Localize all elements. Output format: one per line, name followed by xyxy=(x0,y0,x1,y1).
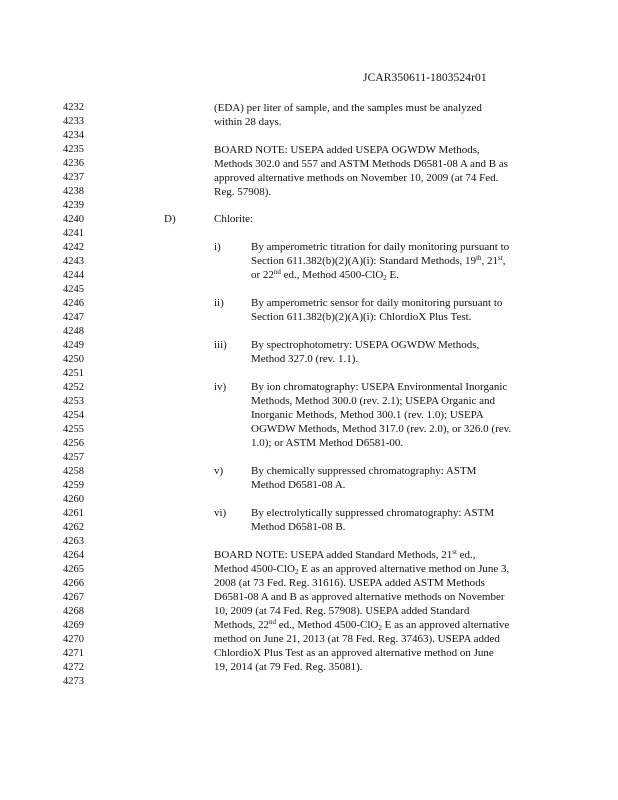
item-iv-line: Methods, Method 300.0 (rev. 2.1); USEPA Organic and xyxy=(251,395,496,407)
item-iii-line: Method 327.0 (rev. 1.1). xyxy=(251,353,359,365)
item-iii-line: By spectrophotometry: USEPA OGWDW Methods, xyxy=(251,339,480,351)
line-number: 4258 xyxy=(63,466,84,477)
intro-line: within 28 days. xyxy=(214,116,282,128)
line-number: 4264 xyxy=(63,550,84,561)
item-i-line: or 22nd ed., Method 4500-ClO$_2$ E. xyxy=(251,268,400,282)
line-number: 4267 xyxy=(63,592,84,603)
line-number: 4270 xyxy=(63,634,84,645)
item-vi-line: By electrolytically suppressed chromatography: ASTM xyxy=(251,507,495,519)
line-number: 4243 xyxy=(63,256,84,267)
item-i-label: i) xyxy=(214,241,221,253)
line-number: 4259 xyxy=(63,480,84,491)
intro-line: (EDA) per liter of sample, and the samples must be analyzed xyxy=(214,102,482,114)
item-iv-line: By ion chromatography: USEPA Environmental Inorganic xyxy=(251,381,508,393)
line-number: 4240 xyxy=(63,214,84,225)
item-ii-line: By amperometric sensor for daily monitoring pursuant to xyxy=(251,297,503,309)
line-number: 4246 xyxy=(63,298,84,309)
line-number: 4265 xyxy=(63,564,84,575)
line-number: 4256 xyxy=(63,438,84,449)
line-number: 4242 xyxy=(63,242,84,253)
item-iv-label: iv) xyxy=(214,381,227,393)
board-note-1-line: Methods 302.0 and 557 and ASTM Methods D6581-08 A and B as xyxy=(214,158,508,170)
document-id-header: JCAR350611-1803524r01 xyxy=(363,72,487,84)
line-number: 4245 xyxy=(63,284,84,295)
line-number: 4263 xyxy=(63,536,84,547)
item-iv-line: 1.0); or ASTM Method D6581-00. xyxy=(251,437,404,449)
line-number: 4269 xyxy=(63,620,84,631)
line-number: 4237 xyxy=(63,172,84,183)
item-v-line: By chemically suppressed chromatography: ASTM xyxy=(251,465,477,477)
item-iv-line: OGWDW Methods, Method 317.0 (rev. 2.0), or 326.0 (rev. xyxy=(251,423,512,435)
board-note-2-line: Method 4500-ClO$_2$ E as an approved alternative method on June 3, xyxy=(214,563,510,576)
board-note-1-line: approved alternative methods on November 10, 2009 (at 74 Fed. xyxy=(214,172,499,184)
item-v-label: v) xyxy=(214,465,224,477)
item-vi-line: Method D6581-08 B. xyxy=(251,521,346,533)
item-v-line: Method D6581-08 A. xyxy=(251,479,346,491)
section-d-label: D) xyxy=(164,213,176,225)
item-vi-label: vi) xyxy=(214,507,227,519)
board-note-2-line: method on June 21, 2013 (at 78 Fed. Reg. 37463). USEPA added xyxy=(214,633,500,645)
board-note-2-line: ChlordioX Plus Test as an approved alternative method on June xyxy=(214,647,494,659)
line-number: 4235 xyxy=(63,144,84,155)
line-number: 4272 xyxy=(63,662,84,673)
board-note-2-line: 2008 (at 73 Fed. Reg. 31616). USEPA added ASTM Methods xyxy=(214,577,485,589)
line-number: 4273 xyxy=(63,676,84,687)
item-iv-line: Inorganic Methods, Method 300.1 (rev. 1.0); USEPA xyxy=(251,409,484,421)
line-number: 4253 xyxy=(63,396,84,407)
line-number: 4254 xyxy=(63,410,84,421)
line-number: 4268 xyxy=(63,606,84,617)
board-note-2-line: BOARD NOTE: USEPA added Standard Methods, 21st ed., xyxy=(214,548,476,561)
item-ii-line: Section 611.382(b)(2)(A)(i): ChlordioX Plus Test. xyxy=(251,311,472,323)
item-ii-label: ii) xyxy=(214,297,224,309)
line-number: 4236 xyxy=(63,158,84,169)
line-number: 4260 xyxy=(63,494,84,505)
item-i-line: Section 611.382(b)(2)(A)(i): Standard Methods, 19th, 21st, xyxy=(251,254,506,267)
line-number: 4233 xyxy=(63,116,84,127)
line-number: 4255 xyxy=(63,424,84,435)
line-number: 4250 xyxy=(63,354,84,365)
board-note-2-line: 19, 2014 (at 79 Fed. Reg. 35081). xyxy=(214,661,363,673)
line-number: 4248 xyxy=(63,326,84,337)
item-iii-label: iii) xyxy=(214,339,227,351)
board-note-1-line: BOARD NOTE: USEPA added USEPA OGWDW Methods, xyxy=(214,144,480,156)
line-number: 4261 xyxy=(63,508,84,519)
line-number: 4234 xyxy=(63,130,84,141)
line-number: 4239 xyxy=(63,200,84,211)
line-number: 4244 xyxy=(63,270,84,281)
item-i-line: By amperometric titration for daily monitoring pursuant to xyxy=(251,241,510,253)
line-number: 4271 xyxy=(63,648,84,659)
line-number: 4241 xyxy=(63,228,84,239)
line-number: 4257 xyxy=(63,452,84,463)
board-note-2-line: D6581-08 A and B as approved alternative methods on November xyxy=(214,591,505,603)
line-number: 4266 xyxy=(63,578,84,589)
line-number: 4262 xyxy=(63,522,84,533)
line-number: 4232 xyxy=(63,102,84,113)
section-d-title: Chlorite: xyxy=(214,213,254,225)
board-note-1-line: Reg. 57908). xyxy=(214,186,272,198)
board-note-2-line: Methods, 22nd ed., Method 4500-ClO$_2$ E as an approved alternative xyxy=(214,618,510,632)
line-number: 4252 xyxy=(63,382,84,393)
line-number: 4238 xyxy=(63,186,84,197)
line-number: 4249 xyxy=(63,340,84,351)
line-number: 4251 xyxy=(63,368,84,379)
board-note-2-line: 10, 2009 (at 74 Fed. Reg. 57908). USEPA added Standard xyxy=(214,605,470,617)
line-number: 4247 xyxy=(63,312,84,323)
